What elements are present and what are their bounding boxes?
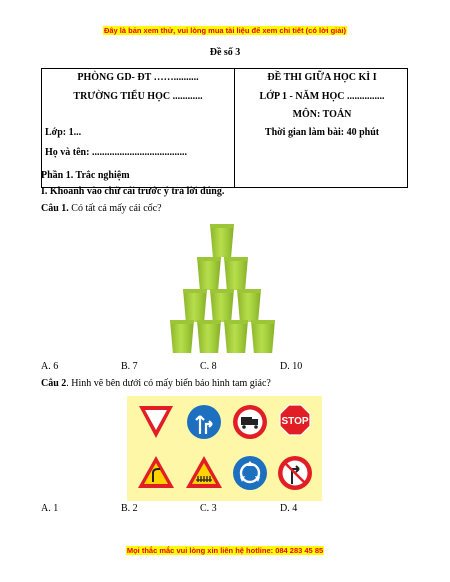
direction-arrows-sign xyxy=(187,405,221,439)
q1-option-a[interactable]: A. 6 xyxy=(41,361,59,372)
hotline-banner xyxy=(0,546,450,555)
department-line: PHÒNG GD- ĐT …….......... xyxy=(77,72,199,83)
subject-line: MÔN: TOÁN xyxy=(292,109,352,120)
class-label: Lớp: 1... xyxy=(45,127,82,138)
cup xyxy=(197,257,221,290)
question2-text: . Hình vẽ bên dưới có mấy biển báo hình tam giác? xyxy=(66,378,271,389)
curve-warning-triangle-sign xyxy=(138,456,174,488)
q2-option-b[interactable]: B. 2 xyxy=(121,503,138,514)
exam-title-line: ĐỀ THI GIỮA HỌC KÌ I xyxy=(267,72,377,83)
preview-banner-text: Đây là bản xem thử, vui lòng mua tài liệu để xem chi tiết (có lời giải) xyxy=(103,26,347,35)
header-right-cell xyxy=(235,69,408,188)
cup xyxy=(224,257,248,290)
student-name-label: Họ và tên: ...................................... xyxy=(45,147,187,158)
question1-label: Câu 1. xyxy=(41,203,69,214)
q1-option-d[interactable]: D. 10 xyxy=(280,361,303,372)
question1-text: Có tất cả mấy cái cốc? xyxy=(68,203,162,214)
cup xyxy=(251,320,275,353)
school-line: TRƯỜNG TIỂU HỌC ............ xyxy=(73,91,203,102)
cup xyxy=(210,289,234,322)
section1-instruction: I. Khoanh vào chữ cái trước ý trả lời đúng. xyxy=(41,186,225,197)
cups-pyramid-image xyxy=(170,224,290,354)
no-trucks-sign xyxy=(233,405,267,439)
traffic-signs-svg xyxy=(127,396,322,501)
yield-triangle-sign xyxy=(139,406,173,438)
stop-sign xyxy=(280,405,310,435)
preview-banner xyxy=(0,26,450,35)
cup xyxy=(237,289,261,322)
hotline-banner-text: Mọi thắc mắc vui lòng xin liên hệ hotline: 084 283 45 85 xyxy=(126,546,324,555)
q2-option-d[interactable]: D. 4 xyxy=(280,503,298,514)
duration-line: Thời gian làm bài: 40 phút xyxy=(264,127,380,138)
question2 xyxy=(41,378,271,389)
traffic-signs-image xyxy=(127,396,322,501)
cup xyxy=(210,224,234,257)
roundabout-sign xyxy=(233,456,267,490)
cup xyxy=(170,320,194,353)
q1-option-b[interactable]: B. 7 xyxy=(121,361,138,372)
question2-label: Câu 2 xyxy=(41,378,67,389)
grade-year-line: LỚP 1 - NĂM HỌC ............... xyxy=(259,91,385,102)
part1-heading: Phần 1. Trắc nghiệm xyxy=(41,170,130,181)
q1-option-c[interactable]: C. 8 xyxy=(200,361,217,372)
railway-crossing-triangle-sign xyxy=(186,456,222,488)
stop-sign-text: STOP xyxy=(281,416,309,427)
cup xyxy=(197,320,221,353)
exam-number-title: Đề số 3 xyxy=(209,47,241,58)
q2-option-a[interactable]: A. 1 xyxy=(41,503,59,514)
question1 xyxy=(41,203,162,214)
no-right-turn-sign xyxy=(278,456,312,490)
q2-option-c[interactable]: C. 3 xyxy=(200,503,217,514)
cup xyxy=(224,320,248,353)
cup xyxy=(183,289,207,322)
